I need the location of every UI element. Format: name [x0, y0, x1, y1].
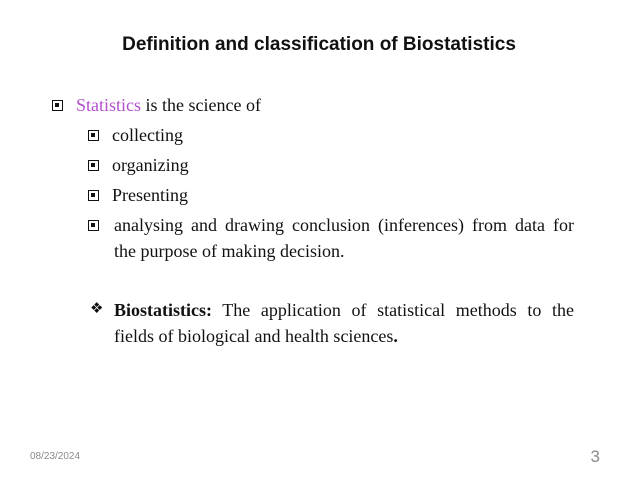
list-item-text: Presenting	[112, 185, 188, 205]
definition-end: .	[393, 326, 398, 346]
slide-title: Definition and classification of Biostatistics	[122, 34, 516, 55]
statistics-term: Statistics	[76, 95, 142, 115]
definition-term: Biostatistics:	[114, 300, 212, 320]
list-item-text: analysing and drawing conclusion (inferences) from data for the purpose of making decision.	[114, 215, 574, 261]
definition-text: The application of statistical methods to the fields of biological and health sciences	[114, 300, 574, 346]
square-bullet-icon	[88, 190, 99, 201]
square-bullet-icon	[88, 220, 99, 231]
diamond-bullet-icon: ❖	[90, 299, 104, 317]
footer-date: 08/23/2024	[30, 451, 81, 462]
page-number: 3	[590, 447, 600, 466]
intro-rest: is the science of	[141, 95, 261, 115]
list-item-text: collecting	[112, 125, 183, 145]
intro-text	[76, 92, 261, 118]
square-bullet-icon	[52, 100, 63, 111]
square-bullet-icon	[88, 160, 99, 171]
square-bullet-icon	[88, 130, 99, 141]
list-item-text: organizing	[112, 155, 189, 175]
definition-paragraph	[114, 297, 574, 349]
